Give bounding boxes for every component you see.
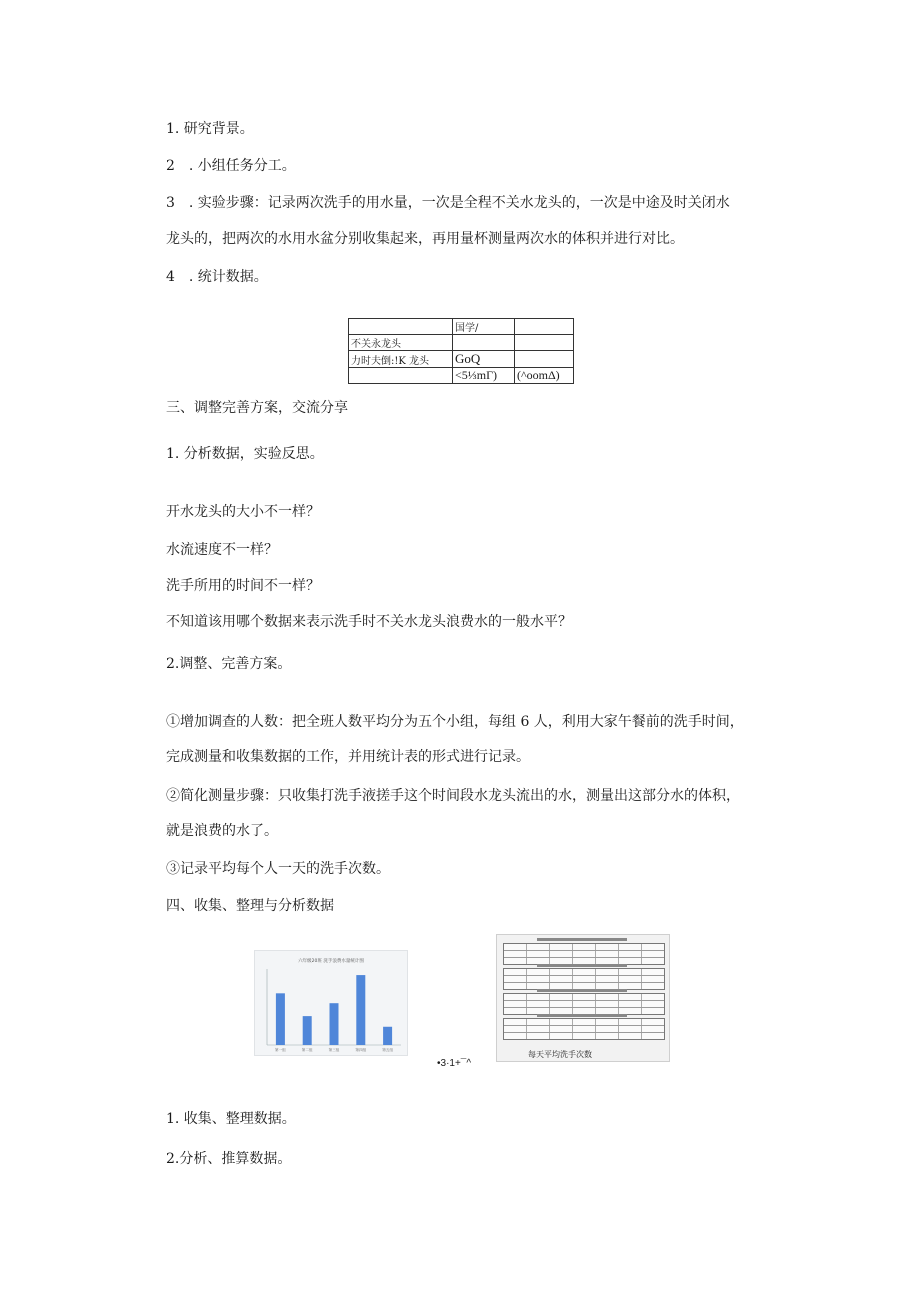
table-row	[349, 335, 574, 351]
table-cell	[515, 319, 574, 335]
chart-bar	[303, 1016, 312, 1045]
table-cell	[515, 335, 574, 351]
table-cell: 力时夫倒:!K 龙头	[349, 351, 453, 368]
table-row	[349, 368, 574, 384]
table-cell: GoQ	[453, 351, 515, 368]
step-2: 2 . 小组任务分工。	[166, 158, 296, 174]
section-4-heading: 四、收集、整理与分析数据	[166, 898, 334, 914]
chart-title: 六年级20班 洗手浪费水量统计图	[298, 959, 364, 964]
section-4-p2: 2.分析、推算数据。	[166, 1151, 292, 1167]
chart-bar	[276, 993, 285, 1045]
figure-caption-right: 每天平均洗手次数	[528, 1050, 592, 1059]
chart-x-tick-label: 第一组	[275, 1048, 286, 1052]
step-3-line-2: 龙头的，把两次的水用水盆分别收集起来，再用量杯测量两次水的体积并进行对比。	[166, 231, 684, 247]
water-usage-table	[348, 318, 574, 384]
chart-x-tick-label: 第四组	[355, 1048, 367, 1052]
improvement-2-line-1: ②简化测量步骤：只收集打洗手液搓手这个时间段水龙头流出的水，测量出这部分水的体积，	[166, 788, 740, 804]
table-cell	[515, 351, 574, 368]
step-4: 4 . 统计数据。	[166, 269, 268, 285]
table-cell	[349, 368, 453, 384]
table-cell	[453, 335, 515, 351]
improvement-2-line-2: 就是浪费的水了。	[166, 823, 278, 839]
photo-heading-mark	[537, 989, 627, 992]
tally-table-image	[496, 934, 670, 1062]
table-row	[349, 351, 574, 368]
section-3-heading: 三、调整完善方案，交流分享	[166, 400, 348, 416]
improvement-1-line-1: ①增加调查的人数：把全班人数平均分为五个小组，每组 6 人，利用大家午餐前的洗手时间，	[166, 714, 744, 730]
chart-x-tick-label: 第五组	[382, 1048, 393, 1052]
chart-bar	[356, 975, 365, 1045]
photo-table-block	[503, 968, 665, 990]
section-3-p2: 2.调整、完善方案。	[166, 656, 292, 672]
photo-table-block	[503, 1018, 665, 1040]
question-4: 不知道该用哪个数据来表示洗手时不关水龙头浪费水的一般水平？	[166, 614, 572, 630]
chart-x-tick-label: 第二组	[301, 1048, 313, 1052]
table-cell: <5⅓mΓ)	[453, 368, 515, 384]
section-4-p1: 1. 收集、整理数据。	[166, 1111, 296, 1127]
improvement-3: ③记录平均每个人一天的洗手次数。	[166, 861, 390, 877]
bar-chart	[254, 950, 408, 1056]
question-2: 水流速度不一样？	[166, 542, 278, 558]
bar-chart-svg	[255, 951, 407, 1055]
section-3-p1: 1. 分析数据，实验反思。	[166, 446, 324, 462]
photo-table-block	[503, 993, 665, 1015]
chart-bar	[330, 1003, 339, 1045]
table-cell: (^oomΔ)	[515, 368, 574, 384]
question-1: 开水龙头的大小不一样？	[166, 504, 320, 520]
step-3-line-1: 3 . 实验步骤：记录两次洗手的用水量，一次是全程不关水龙头的，一次是中途及时关闭水	[166, 195, 730, 211]
table-cell	[349, 319, 453, 335]
photo-heading-mark	[537, 964, 627, 967]
chart-bar	[383, 1027, 392, 1045]
photo-table-block	[503, 943, 665, 965]
table-row	[349, 319, 574, 335]
photo-heading-mark	[537, 938, 627, 941]
question-3: 洗手所用的时间不一样？	[166, 578, 320, 594]
photo-heading-mark	[537, 1014, 627, 1017]
table-cell: 国学/	[453, 319, 515, 335]
chart-x-tick-label: 第三组	[328, 1048, 340, 1052]
table-cell: 不关永龙头	[349, 335, 453, 351]
improvement-1-line-2: 完成测量和收集数据的工作，并用统计表的形式进行记录。	[166, 749, 530, 765]
step-1: 1. 研究背景。	[166, 121, 254, 137]
figure-caption-left: •3·1+¯^	[437, 1058, 472, 1069]
